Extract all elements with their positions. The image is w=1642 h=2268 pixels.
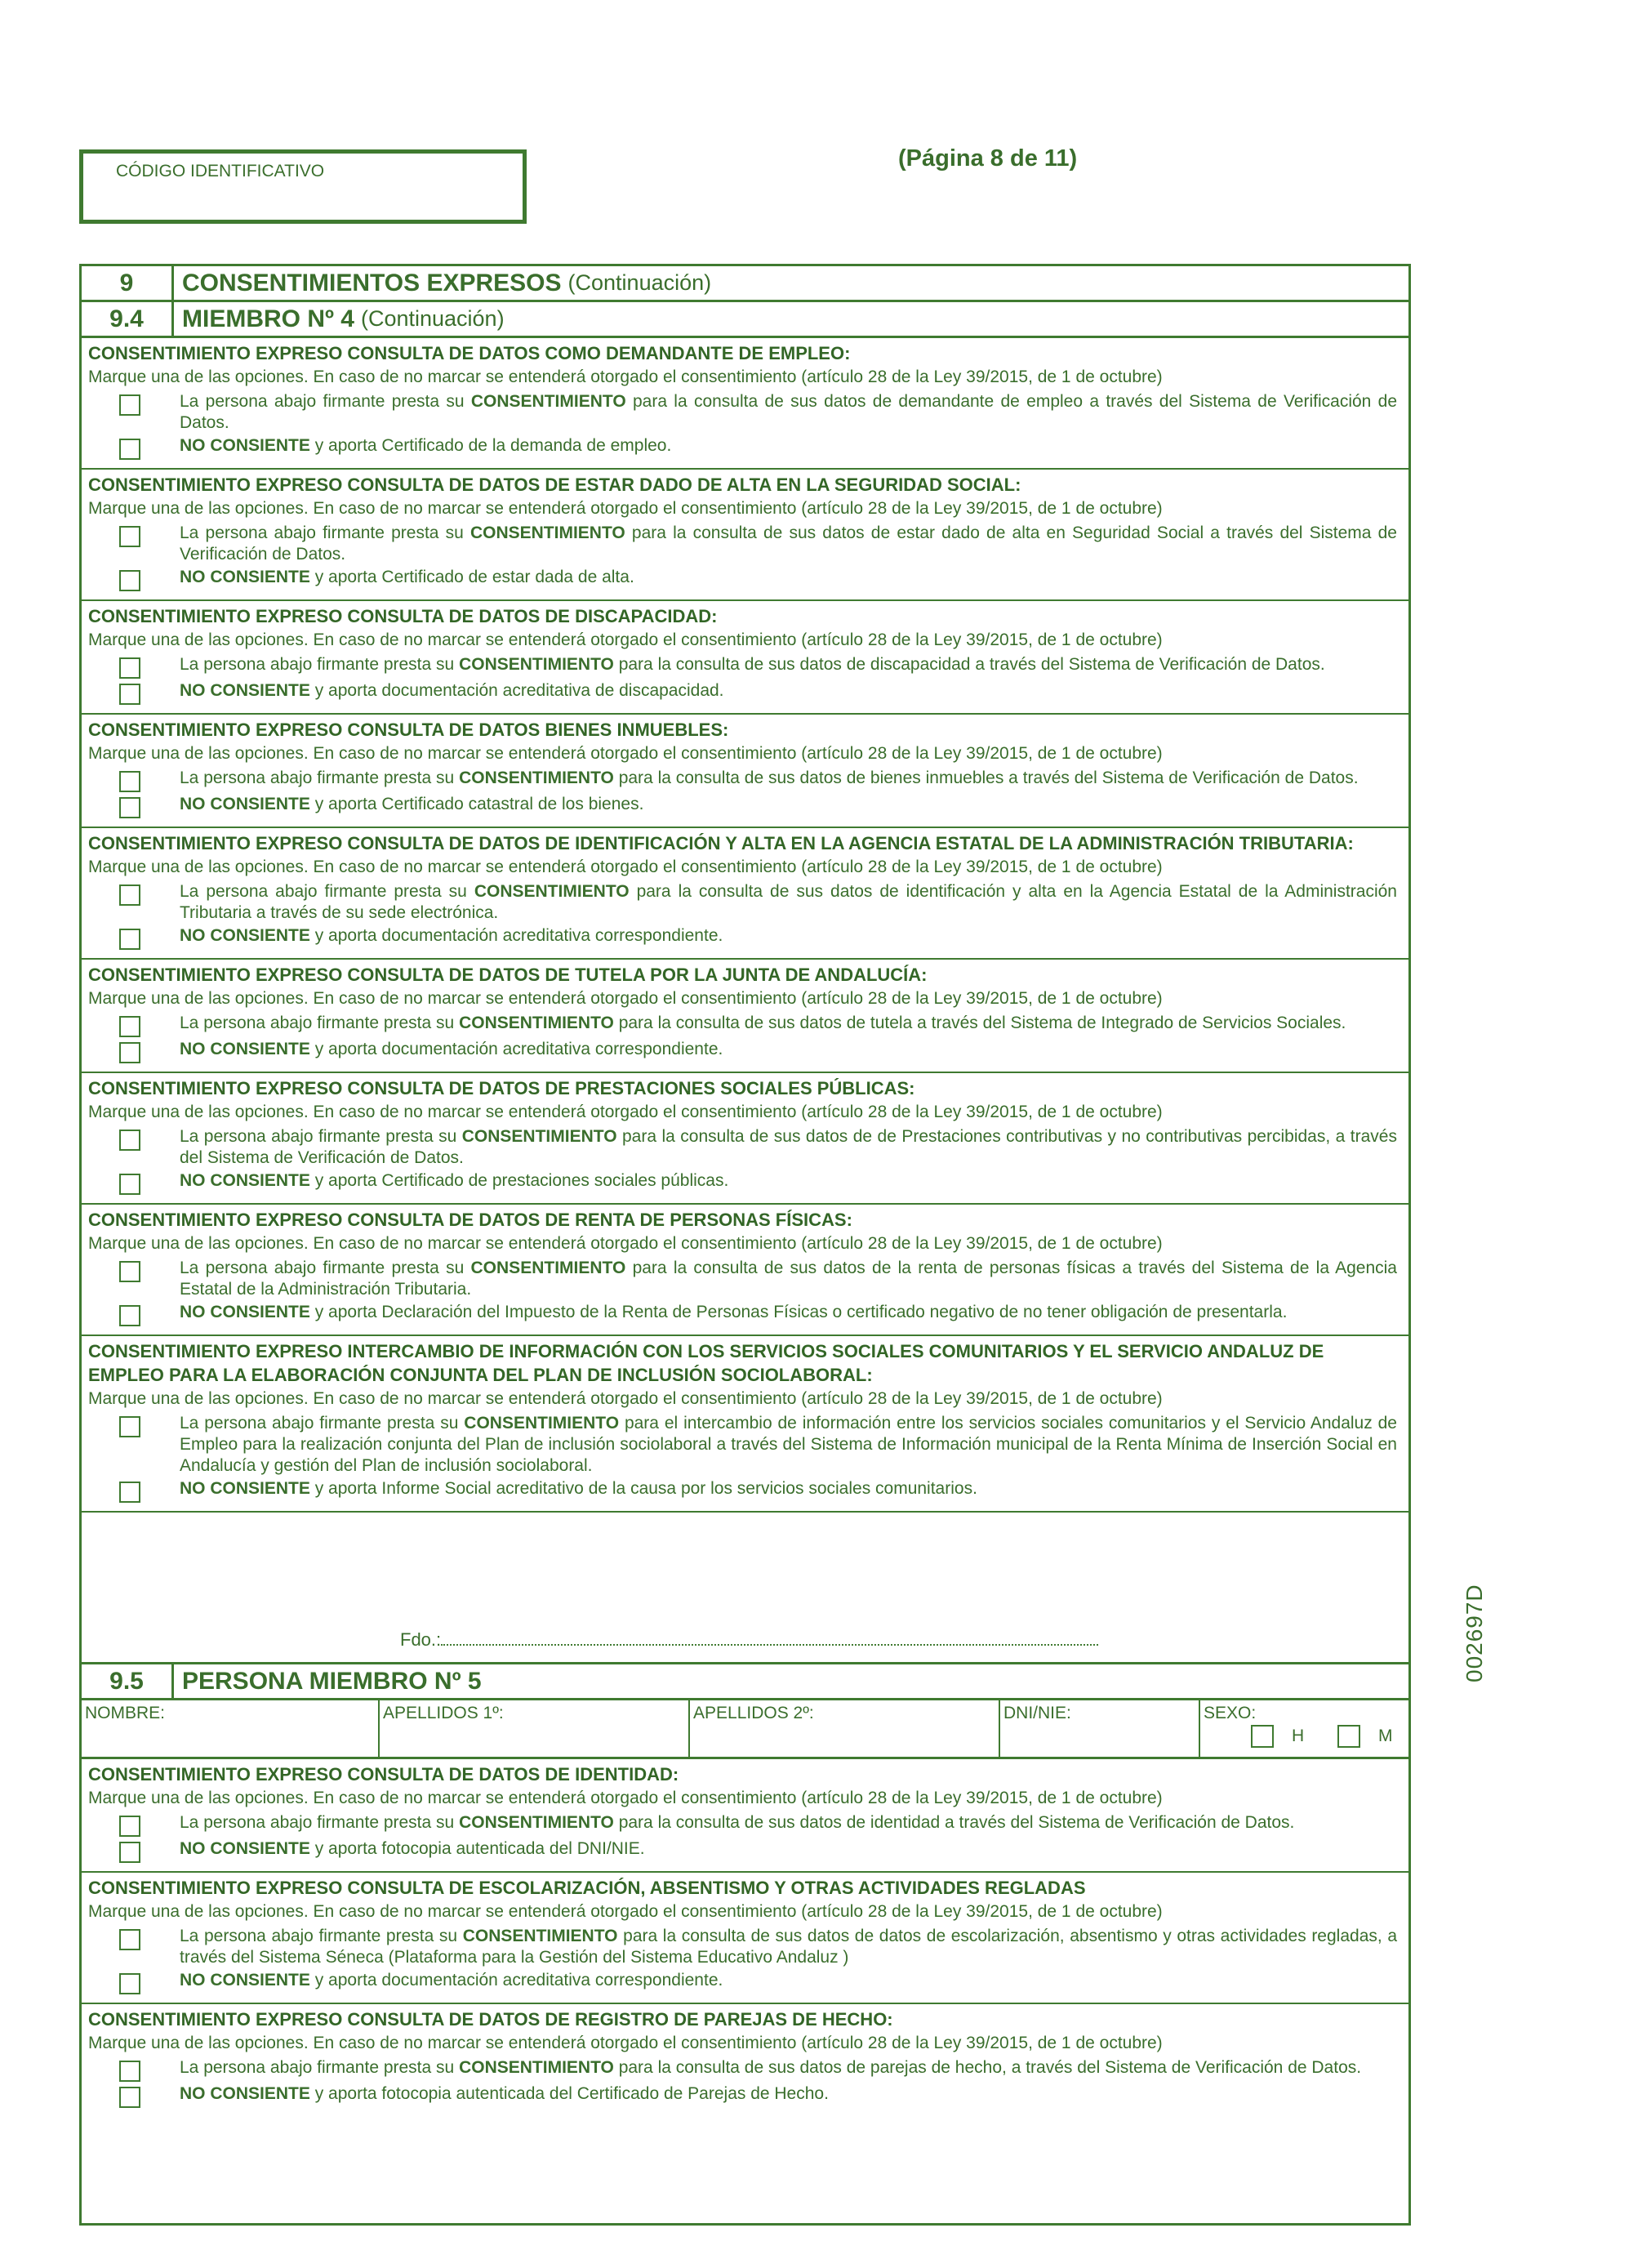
consent-instruction: Marque una de las opciones. En caso de no marcar se entenderá otorgado el consentimiento (artículo 28 de la Ley 39/2015, de 1 de octubre) <box>88 1234 1163 1253</box>
signature-label: Fdo.: <box>400 1629 442 1650</box>
consent-option-no: NO CONSIENTE y aporta Declaración del Impuesto de la Renta de Personas Físicas o certificado negativo de no tener obligación de presentarla. <box>88 1302 1402 1326</box>
member-5-identity-row <box>82 1700 1408 1759</box>
consent-yes-checkbox[interactable] <box>119 771 140 792</box>
consent-option-yes: La persona abajo firmante presta su CONSENTIMIENTO para la consulta de sus datos de demandante de empleo a través del Sistema de Verificación de Datos. <box>88 391 1402 434</box>
consent-block-title: CONSENTIMIENTO EXPRESO CONSULTA DE DATOS BIENES INMUEBLES: <box>88 720 729 740</box>
consent-option-yes: La persona abajo firmante presta su CONSENTIMIENTO para el intercambio de información entre los servicios sociales comunitarios y el Servicio Andaluz de Empleo para la realización conjunta del Plan de inclusión sociolaboral a través del Sistema de Información municipal de la Renta Mínima de Inserción Social en Andalucía y gestión del Plan de inclusión sociolaboral. <box>88 1413 1402 1477</box>
codigo-identificativo-box[interactable] <box>79 149 527 224</box>
consent-instruction: Marque una de las opciones. En caso de no marcar se entenderá otorgado el consentimiento (artículo 28 de la Ley 39/2015, de 1 de octubre) <box>88 1389 1163 1408</box>
consent-option-yes: La persona abajo firmante presta su CONSENTIMIENTO para la consulta de sus datos de tutela a través del Sistema de Integrado de Servicios Sociales. <box>88 1013 1402 1037</box>
consent-instruction: Marque una de las opciones. En caso de no marcar se entenderá otorgado el consentimiento (artículo 28 de la Ley 39/2015, de 1 de octubre) <box>88 368 1163 386</box>
consent-block-title: CONSENTIMIENTO EXPRESO CONSULTA DE DATOS DE RENTA DE PERSONAS FÍSICAS: <box>88 1210 852 1230</box>
consent-no-checkbox[interactable] <box>119 1482 140 1503</box>
consent-option-yes: La persona abajo firmante presta su CONSENTIMIENTO para la consulta de sus datos de la renta de personas físicas a través del Sistema de la Agencia Estatal de la Administración Tributaria. <box>88 1258 1402 1300</box>
consent-block <box>82 715 1408 828</box>
consent-block <box>82 828 1408 960</box>
consent-yes-checkbox[interactable] <box>119 1816 140 1837</box>
consent-block-title: CONSENTIMIENTO EXPRESO CONSULTA DE DATOS DE DISCAPACIDAD: <box>88 606 718 626</box>
consent-block <box>82 1336 1408 1513</box>
consent-option-no: NO CONSIENTE y aporta documentación acreditativa correspondiente. <box>88 1970 1402 1994</box>
member-5-consents <box>82 1759 1408 2116</box>
member-4-consents <box>82 338 1408 1513</box>
section-number: 9.5 <box>82 1664 174 1698</box>
consent-option-no: NO CONSIENTE y aporta documentación acreditativa de discapacidad. <box>88 680 1402 705</box>
consent-option-no: NO CONSIENTE y aporta documentación acreditativa correspondiente. <box>88 1039 1402 1063</box>
signature-area <box>82 1513 1408 1664</box>
consent-yes-checkbox[interactable] <box>119 1416 140 1437</box>
sex-m-checkbox[interactable] <box>1337 1725 1360 1748</box>
section-9-5-header <box>82 1664 1408 1700</box>
consent-block-title: CONSENTIMIENTO EXPRESO CONSULTA DE DATOS DE PRESTACIONES SOCIALES PÚBLICAS: <box>88 1078 915 1098</box>
consent-option-no: NO CONSIENTE y aporta fotocopia autenticada del DNI/NIE. <box>88 1838 1402 1863</box>
consent-block <box>82 470 1408 601</box>
consent-option-no: NO CONSIENTE y aporta Certificado de prestaciones sociales públicas. <box>88 1170 1402 1195</box>
consent-instruction: Marque una de las opciones. En caso de no marcar se entenderá otorgado el consentimiento (artículo 28 de la Ley 39/2015, de 1 de octubre) <box>88 1789 1163 1807</box>
dni-nie-field[interactable]: DNI/NIE: <box>1000 1700 1200 1757</box>
consent-instruction: Marque una de las opciones. En caso de no marcar se entenderá otorgado el consentimiento (artículo 28 de la Ley 39/2015, de 1 de octubre) <box>88 499 1163 518</box>
consent-block <box>82 1759 1408 1873</box>
sexo-field: SEXO: H M <box>1200 1700 1408 1757</box>
consent-instruction: Marque una de las opciones. En caso de no marcar se entenderá otorgado el consentimiento (artículo 28 de la Ley 39/2015, de 1 de octubre) <box>88 2034 1163 2052</box>
consent-option-yes: La persona abajo firmante presta su CONSENTIMIENTO para la consulta de sus datos de estar dado de alta en Seguridad Social a través del Sistema de Verificación de Datos. <box>88 523 1402 565</box>
sex-h-checkbox[interactable] <box>1251 1725 1274 1748</box>
consent-option-no: NO CONSIENTE y aporta Certificado catastral de los bienes. <box>88 794 1402 818</box>
consent-block <box>82 601 1408 715</box>
consent-instruction: Marque una de las opciones. En caso de no marcar se entenderá otorgado el consentimiento (artículo 28 de la Ley 39/2015, de 1 de octubre) <box>88 1902 1163 1921</box>
sex-option-h: H <box>1251 1725 1304 1748</box>
consent-instruction: Marque una de las opciones. En caso de no marcar se entenderá otorgado el consentimiento (artículo 28 de la Ley 39/2015, de 1 de octubre) <box>88 1103 1163 1121</box>
consent-block-title: CONSENTIMIENTO EXPRESO CONSULTA DE DATOS COMO DEMANDANTE DE EMPLEO: <box>88 343 851 363</box>
signature-line[interactable] <box>441 1644 1098 1646</box>
sex-option-m: M <box>1337 1725 1393 1748</box>
consent-option-yes: La persona abajo firmante presta su CONSENTIMIENTO para la consulta de sus datos de datos de escolarización, absentismo y otras actividades regladas, a través del Sistema Séneca (Plataforma para la Gestión del Sistema Educativo Andaluz ) <box>88 1926 1402 1968</box>
nombre-field[interactable]: NOMBRE: <box>82 1700 380 1757</box>
page-number: (Página 8 de 11) <box>898 145 1078 172</box>
apellidos-1-field[interactable]: APELLIDOS 1º: <box>380 1700 690 1757</box>
consent-option-yes: La persona abajo firmante presta su CONSENTIMIENTO para la consulta de sus datos de identificación y alta en la Agencia Estatal de la Administración Tributaria a través de su sede electrónica. <box>88 881 1402 924</box>
consent-yes-checkbox[interactable] <box>119 394 140 416</box>
consent-no-checkbox[interactable] <box>119 570 140 591</box>
consent-no-checkbox[interactable] <box>119 1174 140 1195</box>
consent-option-no: NO CONSIENTE y aporta Certificado de la demanda de empleo. <box>88 435 1402 460</box>
consent-no-checkbox[interactable] <box>119 684 140 705</box>
section-9-header <box>82 266 1408 302</box>
consent-option-no: NO CONSIENTE y aporta Certificado de estar dada de alta. <box>88 567 1402 591</box>
consent-no-checkbox[interactable] <box>119 1042 140 1063</box>
consent-no-checkbox[interactable] <box>119 797 140 818</box>
consent-no-checkbox[interactable] <box>119 929 140 950</box>
consent-block <box>82 1205 1408 1336</box>
consent-no-checkbox[interactable] <box>119 1842 140 1863</box>
consent-no-checkbox[interactable] <box>119 439 140 460</box>
section-number: 9 <box>82 266 174 300</box>
consent-yes-checkbox[interactable] <box>119 2061 140 2082</box>
consent-block <box>82 2004 1408 2116</box>
section-title: CONSENTIMIENTOS EXPRESOS (Continuación) <box>182 269 712 296</box>
consent-option-yes: La persona abajo firmante presta su CONSENTIMIENTO para la consulta de sus datos de bienes inmuebles a través del Sistema de Verificación de Datos. <box>88 768 1402 792</box>
section-number: 9.4 <box>82 302 174 336</box>
consent-instruction: Marque una de las opciones. En caso de no marcar se entenderá otorgado el consentimiento (artículo 28 de la Ley 39/2015, de 1 de octubre) <box>88 858 1163 876</box>
consent-block <box>82 1073 1408 1205</box>
consent-instruction: Marque una de las opciones. En caso de no marcar se entenderá otorgado el consentimiento (artículo 28 de la Ley 39/2015, de 1 de octubre) <box>88 630 1163 649</box>
consent-option-yes: La persona abajo firmante presta su CONSENTIMIENTO para la consulta de sus datos de parejas de hecho, a través del Sistema de Verificación de Datos. <box>88 2057 1402 2082</box>
consent-no-checkbox[interactable] <box>119 1305 140 1326</box>
consent-option-yes: La persona abajo firmante presta su CONSENTIMIENTO para la consulta de sus datos de de Prestaciones contributivas y no contributivas percibidas, a través del Sistema de Verificación de Datos. <box>88 1126 1402 1169</box>
consent-block <box>82 1873 1408 2004</box>
consent-block-title: CONSENTIMIENTO EXPRESO INTERCAMBIO DE INFORMACIÓN CON LOS SERVICIOS SOCIALES COMUNITARIOS Y EL SERVICIO ANDALUZ DE EMPLEO PARA LA ELABORACIÓN CONJUNTA DEL PLAN DE INCLUSIÓN SOCIOLABORAL: <box>88 1341 1324 1385</box>
consent-yes-checkbox[interactable] <box>119 1929 140 1950</box>
consent-instruction: Marque una de las opciones. En caso de no marcar se entenderá otorgado el consentimiento (artículo 28 de la Ley 39/2015, de 1 de octubre) <box>88 989 1163 1008</box>
consent-block <box>82 960 1408 1073</box>
section-9-4-header <box>82 302 1408 338</box>
consent-block-title: CONSENTIMIENTO EXPRESO CONSULTA DE DATOS DE TUTELA POR LA JUNTA DE ANDALUCÍA: <box>88 965 928 985</box>
codigo-identificativo-label: CÓDIGO IDENTIFICATIVO <box>116 162 325 180</box>
apellidos-2-field[interactable]: APELLIDOS 2º: <box>690 1700 1000 1757</box>
consent-block-title: CONSENTIMIENTO EXPRESO CONSULTA DE DATOS DE IDENTIFICACIÓN Y ALTA EN LA AGENCIA ESTATAL DE LA ADMINISTRACIÓN TRIBUTARIA: <box>88 833 1354 853</box>
consent-block-title: CONSENTIMIENTO EXPRESO CONSULTA DE DATOS DE ESTAR DADO DE ALTA EN LA SEGURIDAD SOCIAL: <box>88 475 1021 495</box>
consent-block-title: CONSENTIMIENTO EXPRESO CONSULTA DE DATOS DE IDENTIDAD: <box>88 1764 679 1785</box>
consent-option-yes: La persona abajo firmante presta su CONSENTIMIENTO para la consulta de sus datos de discapacidad a través del Sistema de Verificación de Datos. <box>88 654 1402 679</box>
consent-no-checkbox[interactable] <box>119 1973 140 1994</box>
consent-option-no: NO CONSIENTE y aporta documentación acreditativa correspondiente. <box>88 925 1402 950</box>
form-code: 002697D <box>1462 1584 1487 1682</box>
consent-yes-checkbox[interactable] <box>119 526 140 547</box>
consent-option-yes: La persona abajo firmante presta su CONSENTIMIENTO para la consulta de sus datos de identidad a través del Sistema de Verificación de Datos. <box>88 1812 1402 1837</box>
consent-yes-checkbox[interactable] <box>119 657 140 679</box>
consent-block-title: CONSENTIMIENTO EXPRESO CONSULTA DE DATOS DE REGISTRO DE PAREJAS DE HECHO: <box>88 2009 893 2030</box>
consent-option-no: NO CONSIENTE y aporta Informe Social acreditativo de la causa por los servicios sociales comunitarios. <box>88 1478 1402 1503</box>
consent-yes-checkbox[interactable] <box>119 1261 140 1282</box>
consent-option-no: NO CONSIENTE y aporta fotocopia autenticada del Certificado de Parejas de Hecho. <box>88 2083 1402 2108</box>
consent-block-title: CONSENTIMIENTO EXPRESO CONSULTA DE ESCOLARIZACIÓN, ABSENTISMO Y OTRAS ACTIVIDADES REGLADAS <box>88 1878 1086 1898</box>
consent-yes-checkbox[interactable] <box>119 1130 140 1151</box>
consent-instruction: Marque una de las opciones. En caso de no marcar se entenderá otorgado el consentimiento (artículo 28 de la Ley 39/2015, de 1 de octubre) <box>88 744 1163 763</box>
consent-form <box>79 264 1411 2226</box>
section-title: PERSONA MIEMBRO Nº 5 <box>182 1667 482 1695</box>
consent-yes-checkbox[interactable] <box>119 1016 140 1037</box>
consent-yes-checkbox[interactable] <box>119 884 140 906</box>
consent-no-checkbox[interactable] <box>119 2087 140 2108</box>
section-title: MIEMBRO Nº 4 (Continuación) <box>182 305 505 332</box>
consent-block <box>82 338 1408 470</box>
